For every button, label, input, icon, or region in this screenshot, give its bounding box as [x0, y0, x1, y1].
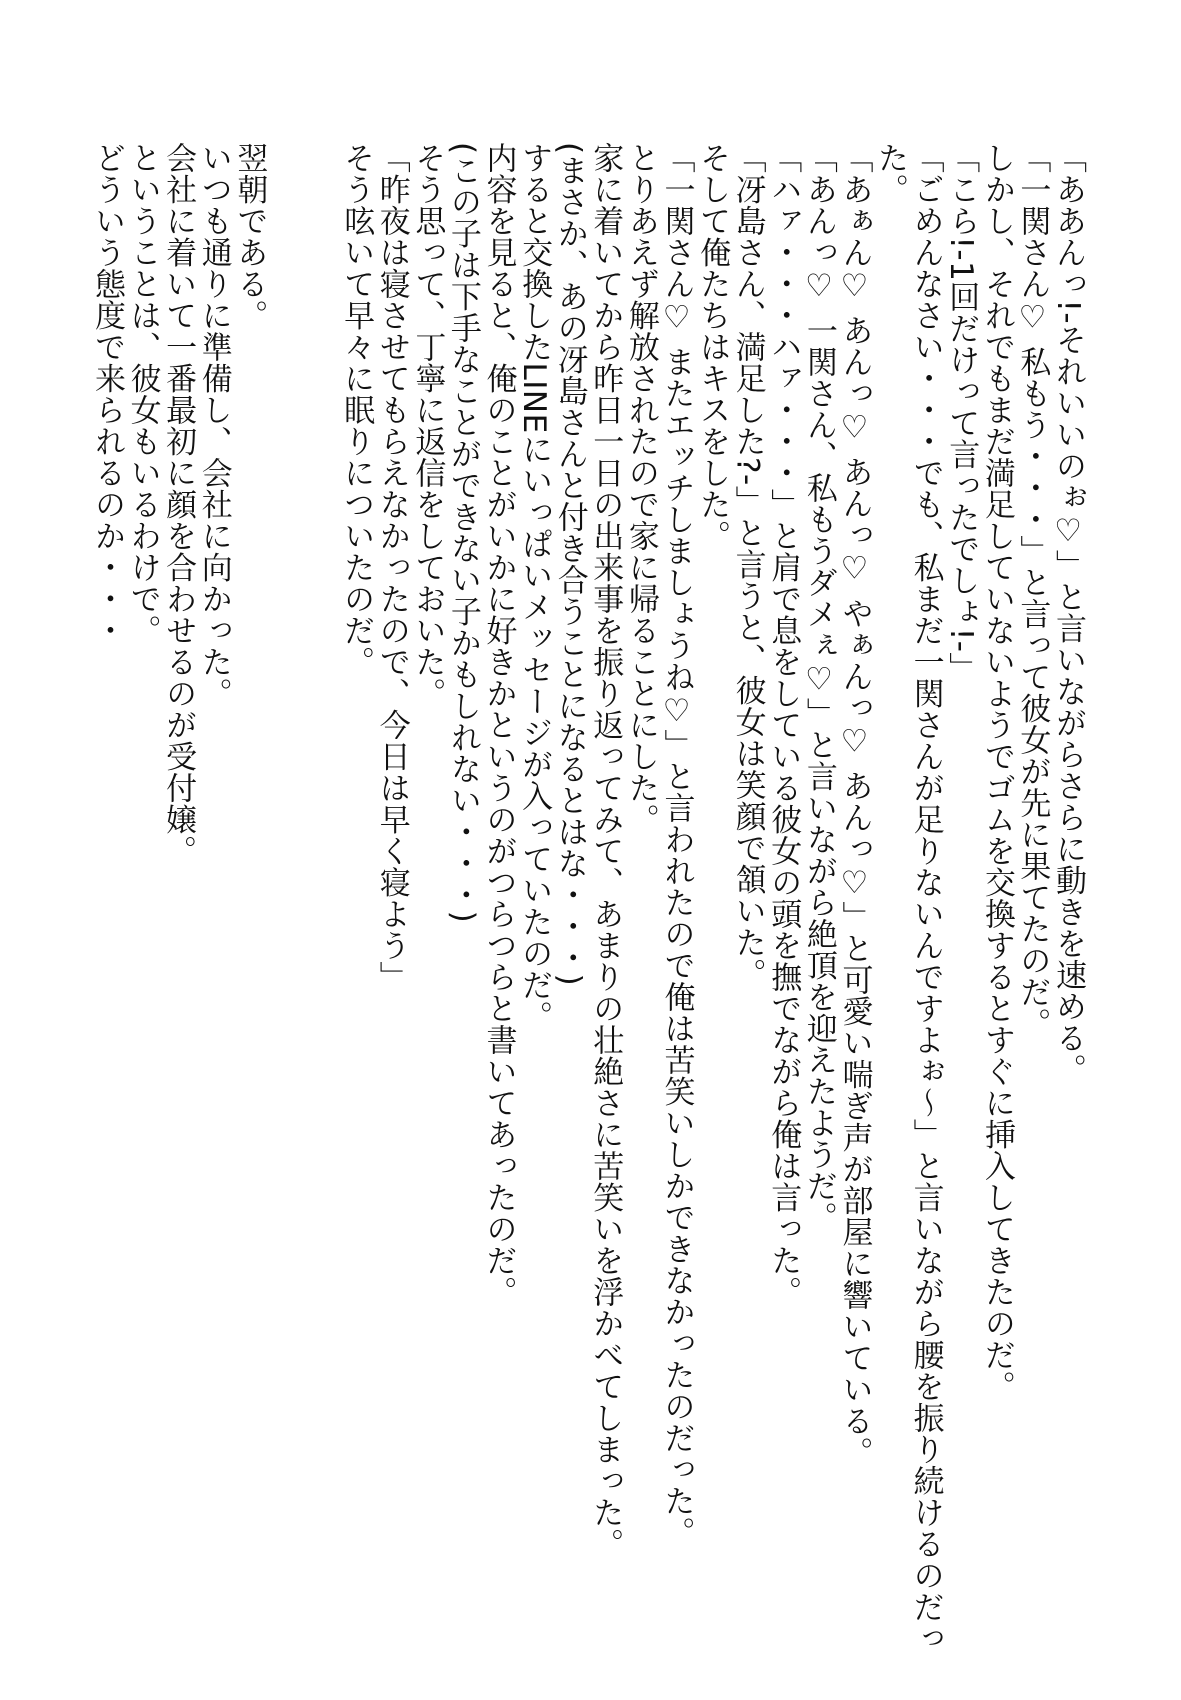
text-line: 「一関さん♡ 私もう・・・」と言って彼女が先に果てたのだ。	[1014, 142, 1051, 1040]
text-line: 内容を見ると、俺のことがいかに好きかというのがつらつらと書いてあったのだ。	[480, 142, 517, 1308]
text-line: 「こら!-1回だけって言ったでしょ!-」	[943, 142, 980, 684]
text-line: とりあえず解放されたので家に帰ることにした。	[622, 142, 659, 835]
text-line: しかし、それでもまだ満足していないようでゴムを交換するとすぐに挿入してきたのだ。	[978, 142, 1015, 1402]
blank-line	[266, 142, 302, 1642]
text-line: 「ハァ・・・ハァ・・・」と肩で息をしている彼女の頭を撫でながら俺は言った。	[765, 142, 802, 1308]
text-line: 「昨夜は寝させてもらえなかったので、今日は早く寝よう」	[373, 142, 410, 993]
text-line: (まさか、あの冴島さんと付き合うことになるとはな・・・)	[551, 142, 588, 987]
text-line: 翌朝である。	[231, 142, 268, 331]
text-line: そう呟いて早々に眠りについたのだ。	[338, 142, 375, 678]
text-line: ということは、彼女もいるわけで。	[124, 142, 161, 646]
text-line: どういう態度で来られるのか・・・	[88, 142, 125, 646]
text-line: すると交換したLINEにいっぱいメッセージが入っていたのだ。	[516, 142, 553, 1033]
text-line: 「あぁん♡ あんっ♡ あんっ♡ やぁんっ♡ あんっ♡」と可愛い喘ぎ声が部屋に響いている。	[836, 142, 873, 1469]
vertical-text-body	[88, 142, 1086, 1654]
text-line: 家に着いてから昨日一日の出来事を振り返ってみて、あまりの壮絶さに苦笑いを浮かべてしまった。	[587, 142, 624, 1560]
text-line: そう思って、丁寧に返信をしておいた。	[409, 142, 446, 709]
text-line: た。	[872, 142, 909, 205]
text-line: 会社に着いて一番最初に顔を合わせるのが受付嬢。	[160, 142, 197, 867]
text-line: 「冴島さん、満足した?-」と言うと、彼女は笑顔で頷いた。	[729, 142, 766, 990]
text-line: 「ああんっ!-それいいのぉ♡」と言いながらさらに動きを速める。	[1050, 142, 1086, 1086]
text-line: (この子は下手なことができない子かもしれない・・・)	[444, 142, 481, 924]
blank-line	[302, 142, 338, 1642]
text-line: 「一関さん♡ またエッチしましょうね♡」と言われたので俺は苦笑いしかできなかったのだった。	[658, 142, 695, 1549]
text-line: いつも通りに準備し、会社に向かった。	[195, 142, 232, 709]
text-line: 「ごめんなさい・・・でも、私まだ一関さんが足りないんですよぉ～」と言いながら腰を振り続けるのだっ	[907, 142, 944, 1654]
text-line: そして俺たちはキスをした。	[694, 142, 731, 552]
text-line: 「あんっ♡ 一関さん、私もうダメぇ♡」と言いながら絶頂を迎えたようだ。	[800, 142, 837, 1234]
